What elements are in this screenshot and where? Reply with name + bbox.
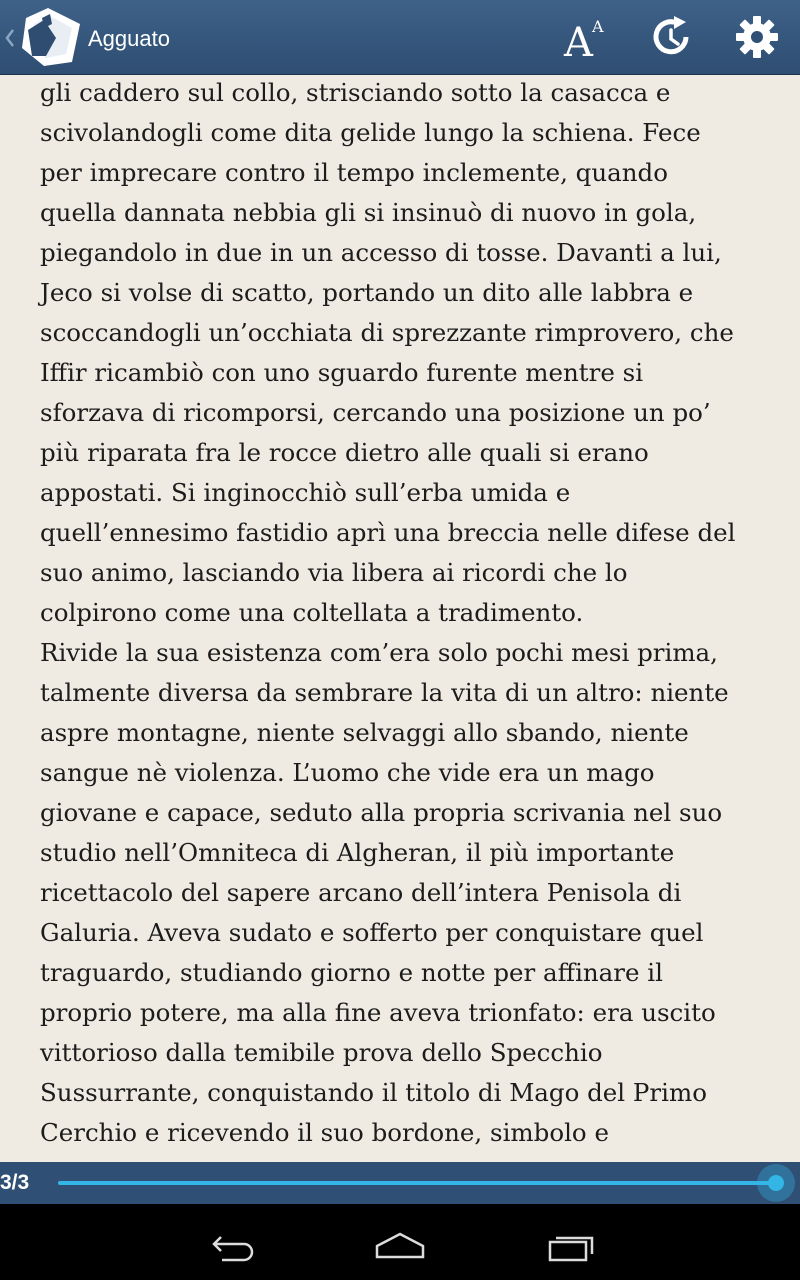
text-line: aspre montagne, niente selvaggi allo sbando, niente (40, 718, 689, 747)
font-size-icon[interactable] (558, 12, 608, 62)
text-line: sangue nè violenza. L’uomo che vide era un mago (40, 758, 655, 787)
text-line: Jeco si volse di scatto, portando un dito alle labbra e (40, 278, 694, 307)
gear-icon[interactable] (732, 12, 782, 62)
progress-thumb-core (768, 1175, 784, 1191)
text-line: Sussurrante, conquistando il titolo di Mago del Primo (40, 1078, 707, 1107)
page-indicator: 3/3 (0, 1171, 30, 1194)
chevron-left-icon[interactable] (4, 24, 16, 52)
progress-track[interactable] (58, 1181, 780, 1185)
text-line: studio nell’Omniteca di Algheran, il più importante (40, 838, 675, 867)
rotate-icon[interactable] (646, 12, 696, 62)
back-arrow-icon[interactable] (200, 1224, 260, 1264)
text-line: Iffir ricambiò con uno sguardo furente mentre si (40, 358, 644, 387)
text-line: appostati. Si inginocchiò sull’erba umida e (40, 478, 571, 507)
text-line: quella dannata nebbia gli si insinuò di nuovo in gola, (40, 198, 697, 227)
page-progress-bar (0, 1162, 800, 1204)
text-line: sforzava di ricomporsi, cercando una posizione un po’ (40, 398, 711, 427)
progress-thumb[interactable] (757, 1164, 795, 1202)
text-line: quell’ennesimo fastidio aprì una breccia nelle difese del (40, 518, 736, 547)
book-logo-icon[interactable] (16, 4, 84, 70)
text-line: ricettacolo del sapere arcano dell’intera Penisola di (40, 878, 682, 907)
text-line: Cerchio e ricevendo il suo bordone, simbolo e (40, 1118, 609, 1147)
text-line: suo animo, lasciando via libera ai ricordi che lo (40, 558, 628, 587)
text-line: più riparata fra le rocce dietro alle quali si erano (40, 438, 649, 467)
text-line: Galuria. Aveva sudato e sofferto per conquistare quel (40, 918, 704, 947)
text-line: colpirono come una coltellata a tradimento. (40, 598, 584, 627)
progress-fill (58, 1181, 776, 1185)
text-line: proprio potere, ma alla fine aveva trionfato: era uscito (40, 998, 716, 1027)
recent-apps-icon[interactable] (542, 1224, 602, 1264)
reading-page[interactable] (0, 75, 800, 1162)
text-line: vittorioso dalla temibile prova dello Specchio (40, 1038, 603, 1067)
top-app-bar (0, 0, 800, 75)
svg-text:A: A (592, 17, 604, 36)
text-line: scoccandogli un’occhiata di sprezzante rimprovero, che (40, 318, 734, 347)
text-line: traguardo, studiando giorno e notte per affinare il (40, 958, 663, 987)
text-line: scivolandogli come dita gelide lungo la schiena. Fece (40, 118, 701, 147)
text-line: giovane e capace, seduto alla propria scrivania nel suo (40, 798, 723, 827)
text-line: talmente diversa da sembrare la vita di un altro: niente (40, 678, 729, 707)
svg-text:A: A (564, 20, 593, 62)
system-navigation-bar (0, 1204, 800, 1280)
text-line: piegandolo in due in un accesso di tosse. Davanti a lui, (40, 238, 722, 267)
book-title: Agguato (88, 26, 170, 51)
text-line: per imprecare contro il tempo inclemente, quando (40, 158, 668, 187)
text-line: Rivide la sua esistenza com’era solo pochi mesi prima, (40, 638, 718, 667)
home-icon[interactable] (370, 1224, 430, 1264)
book-text (40, 75, 780, 1153)
text-line: gli caddero sul collo, strisciando sotto la casacca e (40, 78, 671, 107)
